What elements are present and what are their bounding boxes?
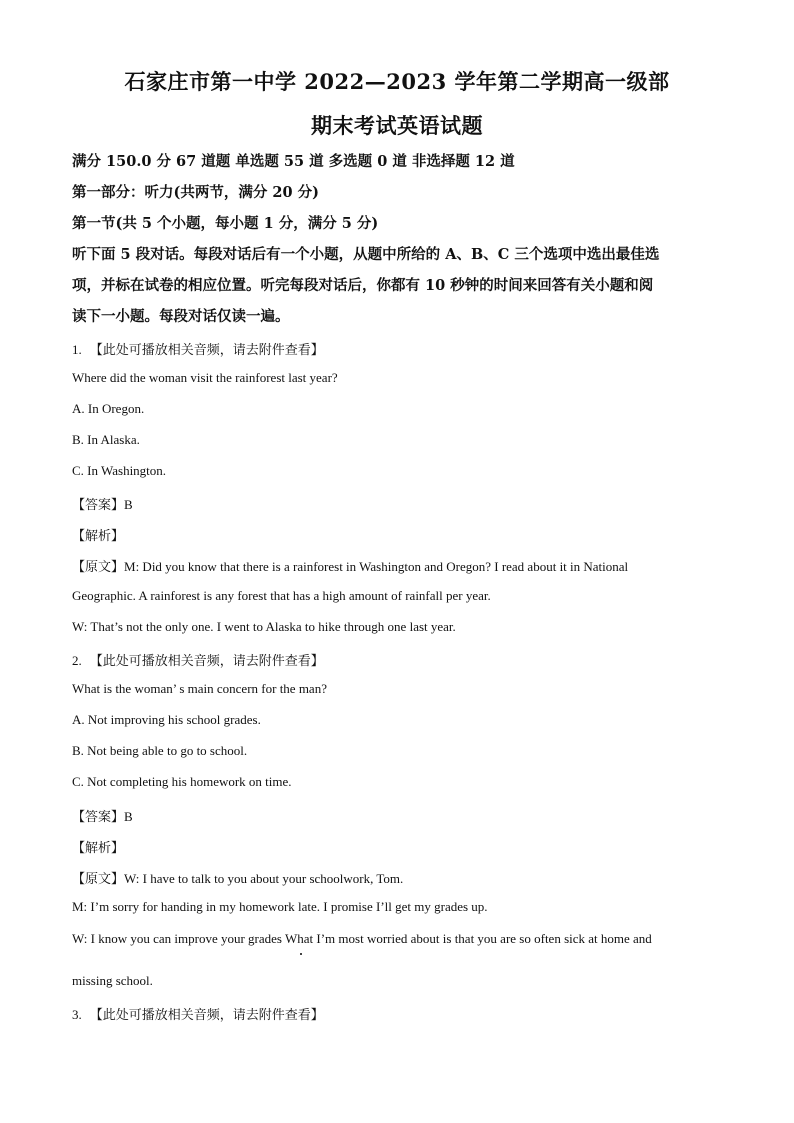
- question-1-text: Where did the woman visit the rainforest last year?: [72, 370, 338, 385]
- question-2-option-b: B. Not being able to go to school.: [72, 743, 248, 758]
- stray-dot: [300, 953, 302, 955]
- question-1-analysis-label: 【解析】: [72, 529, 125, 544]
- audio-note[interactable]: 【此处可播放相关音频，请去附件查看】: [89, 1008, 324, 1023]
- question-2-text: What is the woman’ s main concern for the man?: [72, 681, 327, 696]
- question-1-option-c: C. In Washington.: [72, 463, 167, 478]
- instructions-line1: 听下面 5 段对话。每段对话后有一个小题，从题中所给的 A、B、C 三个选项中选出最佳选: [72, 246, 660, 263]
- question-2-analysis-label: 【解析】: [72, 841, 125, 856]
- exam-title-line2: 期末考试英语试题: [311, 113, 483, 138]
- answer-value: B: [124, 497, 133, 512]
- question-2-header: [72, 650, 324, 670]
- transcript-text: W: I have to talk to you about your schoolwork, Tom.: [124, 871, 404, 886]
- question-2-transcript-line1: [72, 868, 403, 888]
- question-2-option-a: A. Not improving his school grades.: [72, 712, 261, 727]
- answer-label: 【答案】: [72, 810, 125, 825]
- question-2-option-c: C. Not completing his homework on time.: [72, 774, 292, 789]
- answer-label: 【答案】: [72, 498, 125, 513]
- question-number: 1.: [72, 342, 82, 357]
- question-number: 2.: [72, 653, 82, 668]
- exam-summary: 满分 150.0 分 67 道题 单选题 55 道 多选题 0 道 非选择题 12 道: [72, 153, 515, 170]
- audio-note[interactable]: 【此处可播放相关音频，请去附件查看】: [89, 654, 324, 669]
- question-1-option-a: A. In Oregon.: [72, 401, 145, 416]
- question-1-answer: [72, 494, 133, 514]
- question-2-transcript-line2: M: I’m sorry for handing in my homework late. I promise I’ll get my grades up.: [72, 899, 488, 914]
- audio-note[interactable]: 【此处可播放相关音频，请去附件查看】: [89, 343, 324, 358]
- question-1-header: [72, 339, 324, 359]
- question-2-transcript-line3: W: I know you can improve your grades What I’m most worried about is that you are so often sick at home and: [72, 931, 652, 946]
- question-2-transcript-line4: missing school.: [72, 973, 153, 988]
- instructions-line3: 读下一小题。每段对话仅读一遍。: [72, 308, 290, 325]
- exam-title-line1: 石家庄市第一中学 2022—2023 学年第二学期高一级部: [124, 69, 670, 94]
- question-3-header: [72, 1004, 324, 1024]
- transcript-text: M: Did you know that there is a rainforest in Washington and Oregon? I read about it in National: [124, 559, 629, 574]
- original-label: 【原文】: [72, 560, 125, 575]
- original-label: 【原文】: [72, 872, 125, 887]
- section1-heading: 第一节(共 5 个小题，每小题 1 分，满分 5 分): [72, 215, 379, 232]
- question-1-transcript-line2: Geographic. A rainforest is any forest that has a high amount of rainfall per year.: [72, 588, 491, 603]
- question-1-transcript-line1: [72, 556, 628, 576]
- answer-value: B: [124, 809, 133, 824]
- part1-heading: 第一部分：听力(共两节，满分 20 分): [72, 184, 319, 201]
- question-1-transcript-line3: W: That’s not the only one. I went to Alaska to hike through one last year.: [72, 619, 456, 634]
- question-number: 3.: [72, 1007, 82, 1022]
- instructions-line2: 项，并标在试卷的相应位置。听完每段对话后，你都有 10 秒钟的时间来回答有关小题和阅: [72, 277, 654, 294]
- question-2-answer: [72, 806, 133, 826]
- question-1-option-b: B. In Alaska.: [72, 432, 140, 447]
